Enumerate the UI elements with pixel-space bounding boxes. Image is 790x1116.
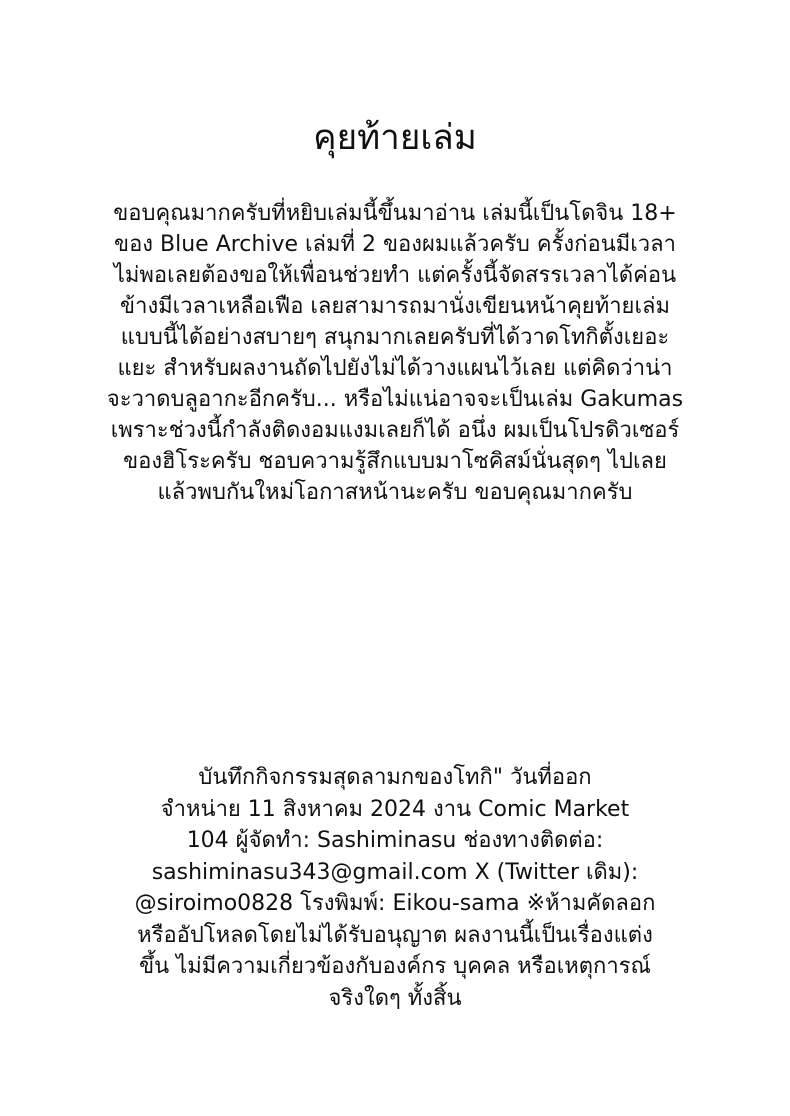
- afterword-line: เพราะช่วงนี้กำลังติดงอมแงมเลยก็ได้ อนึ่ง ผมเป็นโปรดิวเซอร์: [110, 418, 680, 443]
- colophon-text: [75, 762, 715, 1014]
- afterword-line: ของ Blue Archive เล่มที่ 2 ของผมแล้วครับ ครั้งก่อนมีเวลา: [114, 232, 676, 257]
- afterword-line: ขอบคุณมากครับที่หยิบเล่มนี้ขึ้นมาอ่าน เล่มนี้เป็นโดจิน 18+: [113, 201, 677, 226]
- colophon-line: @siroimo0828 โรงพิมพ์: Eikou-sama ※ห้ามคัดลอก: [134, 891, 656, 916]
- colophon-line: บันทึกกิจกรรมสุดลามกของโทกิ" วันที่ออก: [198, 765, 592, 790]
- afterword-line: ของฮิโระครับ ชอบความรู้สึกแบบมาโซคิสม์นั่นสุดๆ ไปเลย: [123, 449, 667, 474]
- afterword-line: แบบนี้ได้อย่างสบายๆ สนุกมากเลยครับที่ได้วาดโทกิตั้งเยอะ: [120, 325, 670, 350]
- colophon-line: จำหน่าย 11 สิงหาคม 2024 งาน Comic Market: [160, 796, 630, 822]
- afterword-line: แล้วพบกันใหม่โอกาสหน้านะครับ ขอบคุณมากครับ: [157, 480, 633, 505]
- afterword-text: [62, 198, 728, 508]
- colophon-line: ขึ้น ไม่มีความเกี่ยวข้องกับองค์กร บุคคล หรือเหตุการณ์: [139, 954, 651, 979]
- colophon-line: จริงใดๆ ทั้งสิ้น: [328, 985, 462, 1011]
- afterword-line: ไม่พอเลยต้องขอให้เพื่อนช่วยทำ แต่ครั้งนี้จัดสรรเวลาได้ค่อน: [113, 263, 677, 288]
- afterword-line: แยะ สำหรับผลงานถัดไปยังไม่ได้วางแผนไว้เลย แต่คิดว่าน่า: [117, 356, 673, 381]
- colophon-line: sashiminasu343@gmail.com X (Twitter เดิม):: [151, 859, 639, 885]
- page-title: คุยท้ายเล่ม: [313, 118, 477, 158]
- afterword-line: จะวาดบลูอากะอีกครับ... หรือไม่แน่อาจจะเป็นเล่ม Gakumas: [106, 387, 684, 412]
- colophon-line: หรืออัปโหลดโดยไม่ได้รับอนุญาต ผลงานนี้เป็นเรื่องแต่ง: [137, 922, 653, 948]
- colophon-line: 104 ผู้จัดทำ: Sashiminasu ช่องทางติดต่อ:: [186, 828, 604, 853]
- afterword-line: ข้างมีเวลาเหลือเฟือ เลยสามารถมานั่งเขียนหน้าคุยท้ายเล่ม: [120, 294, 670, 319]
